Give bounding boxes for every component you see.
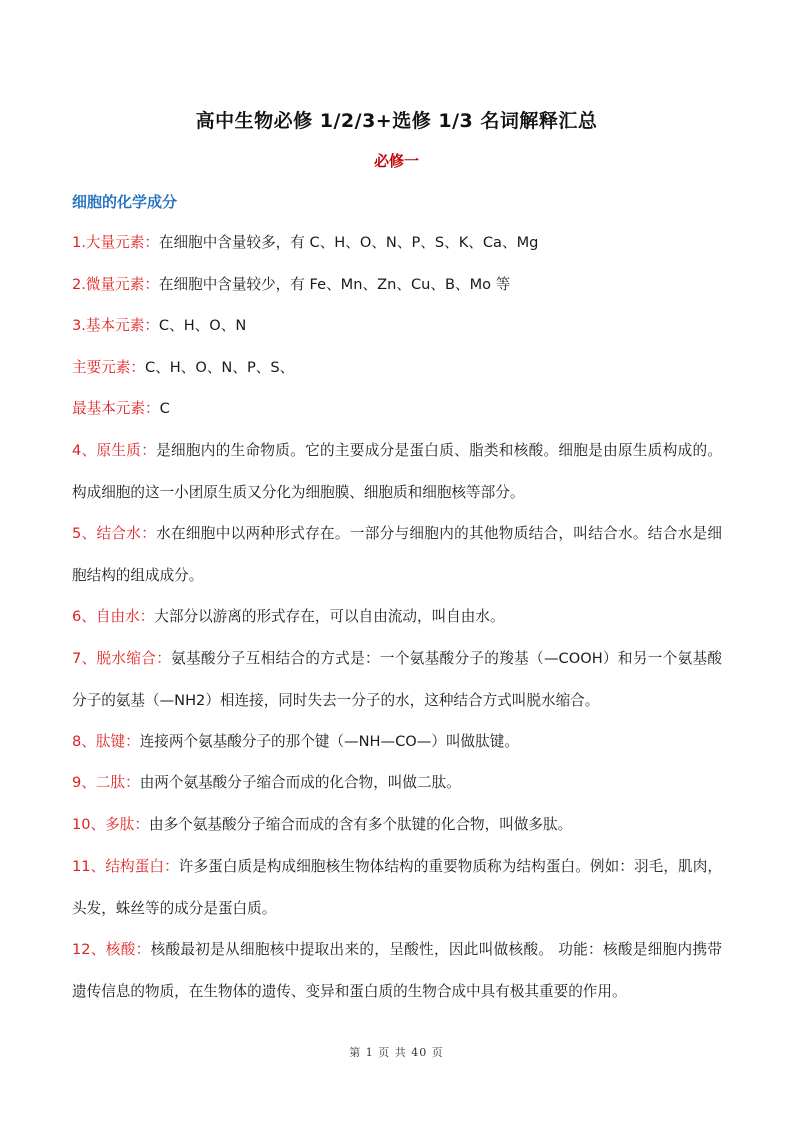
definition-term: 10、多肽 [72,816,135,833]
term-separator: ： [156,650,172,667]
definition-text: 由两个氨基酸分子缩合而成的化合物，叫做二肽。 [139,774,461,791]
definition-term: 最基本元素 [72,400,145,417]
term-separator: ： [134,816,149,833]
definition-text: 在细胞中含量较多，有 C、H、O、N、P、S、K、Ca、Mg [158,234,539,251]
definition-text: 许多蛋白质是构成细胞核生物体结构的重要物质称为结构蛋白。例如：羽毛，肌肉，头发，蛛丝等的成分是蛋白质。 [72,858,722,917]
chapter-title: 细胞的化学成分 [72,193,178,211]
term-separator: ： [164,858,179,875]
definition-text: C、H、O、N [158,317,247,334]
definition-entry [72,388,722,430]
term-separator: ： [125,774,140,791]
definition-entry [72,804,722,846]
document-title: 高中生物必修 1/2/3+选修 1/3 名词解释汇总 [195,110,598,132]
term-separator: ： [144,317,159,334]
definition-entry [72,762,722,804]
term-separator: ： [144,276,159,293]
definition-term: 5、结合水 [72,525,142,542]
definition-term: 9、二肽 [72,774,126,791]
definition-text: 氨基酸分子互相结合的方式是：一个氨基酸分子的羧基（—COOH）和另一个氨基酸分子的氨基（—NH2）相连接，同时失去一分子的水，这种结合方式叫脱水缩合。 [72,650,722,709]
definition-term: 8、肽键 [72,733,126,750]
term-separator: ： [130,359,145,376]
definition-term: 2.微量元素 [72,276,145,293]
definition-entry [72,638,722,722]
definition-term: 12、核酸 [72,941,136,958]
definition-term: 6、自由水 [72,608,140,625]
term-separator: ： [141,442,157,459]
section-title: 必修一 [373,152,419,170]
definition-entry [72,929,722,1013]
definition-entry [72,513,722,597]
definition-entry [72,846,722,930]
term-separator: ： [141,525,157,542]
definition-text: 大部分以游离的形式存在，可以自由流动，叫自由水。 [154,608,505,625]
definition-entry [72,721,722,763]
term-separator: ： [144,234,159,251]
definition-text: C、H、O、N、P、S、 [145,359,295,376]
definition-term: 4、原生质 [72,442,142,459]
definition-term: 1.大量元素 [72,234,145,251]
definition-text: C [159,400,170,417]
definition-text: 水在细胞中以两种形式存在。一部分与细胞内的其他物质结合，叫结合水。结合水是细胞结构的组成成分。 [72,525,722,584]
definition-entry [72,430,722,514]
definition-term: 主要元素 [72,359,131,376]
definition-text: 由多个氨基酸分子缩合而成的含有多个肽键的化合物，叫做多肽。 [148,816,573,833]
page-number-footer: 第 1 页 共 40 页 [349,1046,444,1059]
definition-term: 11、结构蛋白 [72,858,165,875]
definition-entry [72,305,722,347]
definition-entry [72,596,722,638]
term-separator: ： [135,941,151,958]
term-separator: ： [144,400,160,417]
term-separator: ： [139,608,155,625]
definition-text: 在细胞中含量较少，有 Fe、Mn、Zn、Cu、B、Mo 等 [158,276,511,293]
definition-entry [72,222,722,264]
definition-text: 核酸最初是从细胞核中提取出来的，呈酸性，因此叫做核酸。 功能：核酸是细胞内携带遗传信息的物质，在生物体的遗传、变异和蛋白质的生物合成中具有极其重要的作用。 [72,941,722,1000]
definition-entry [72,264,722,306]
definition-text: 是细胞内的生命物质。它的主要成分是蛋白质、脂类和核酸。细胞是由原生质构成的。构成细胞的这一小团原生质又分化为细胞膜、细胞质和细胞核等部分。 [72,442,722,501]
definition-term: 7、脱水缩合 [72,650,157,667]
definition-text: 连接两个氨基酸分子的那个键（—NH—CO—）叫做肽键。 [139,733,519,750]
definition-term: 3.基本元素 [72,317,145,334]
definition-entry [72,347,722,389]
term-separator: ： [125,733,140,750]
